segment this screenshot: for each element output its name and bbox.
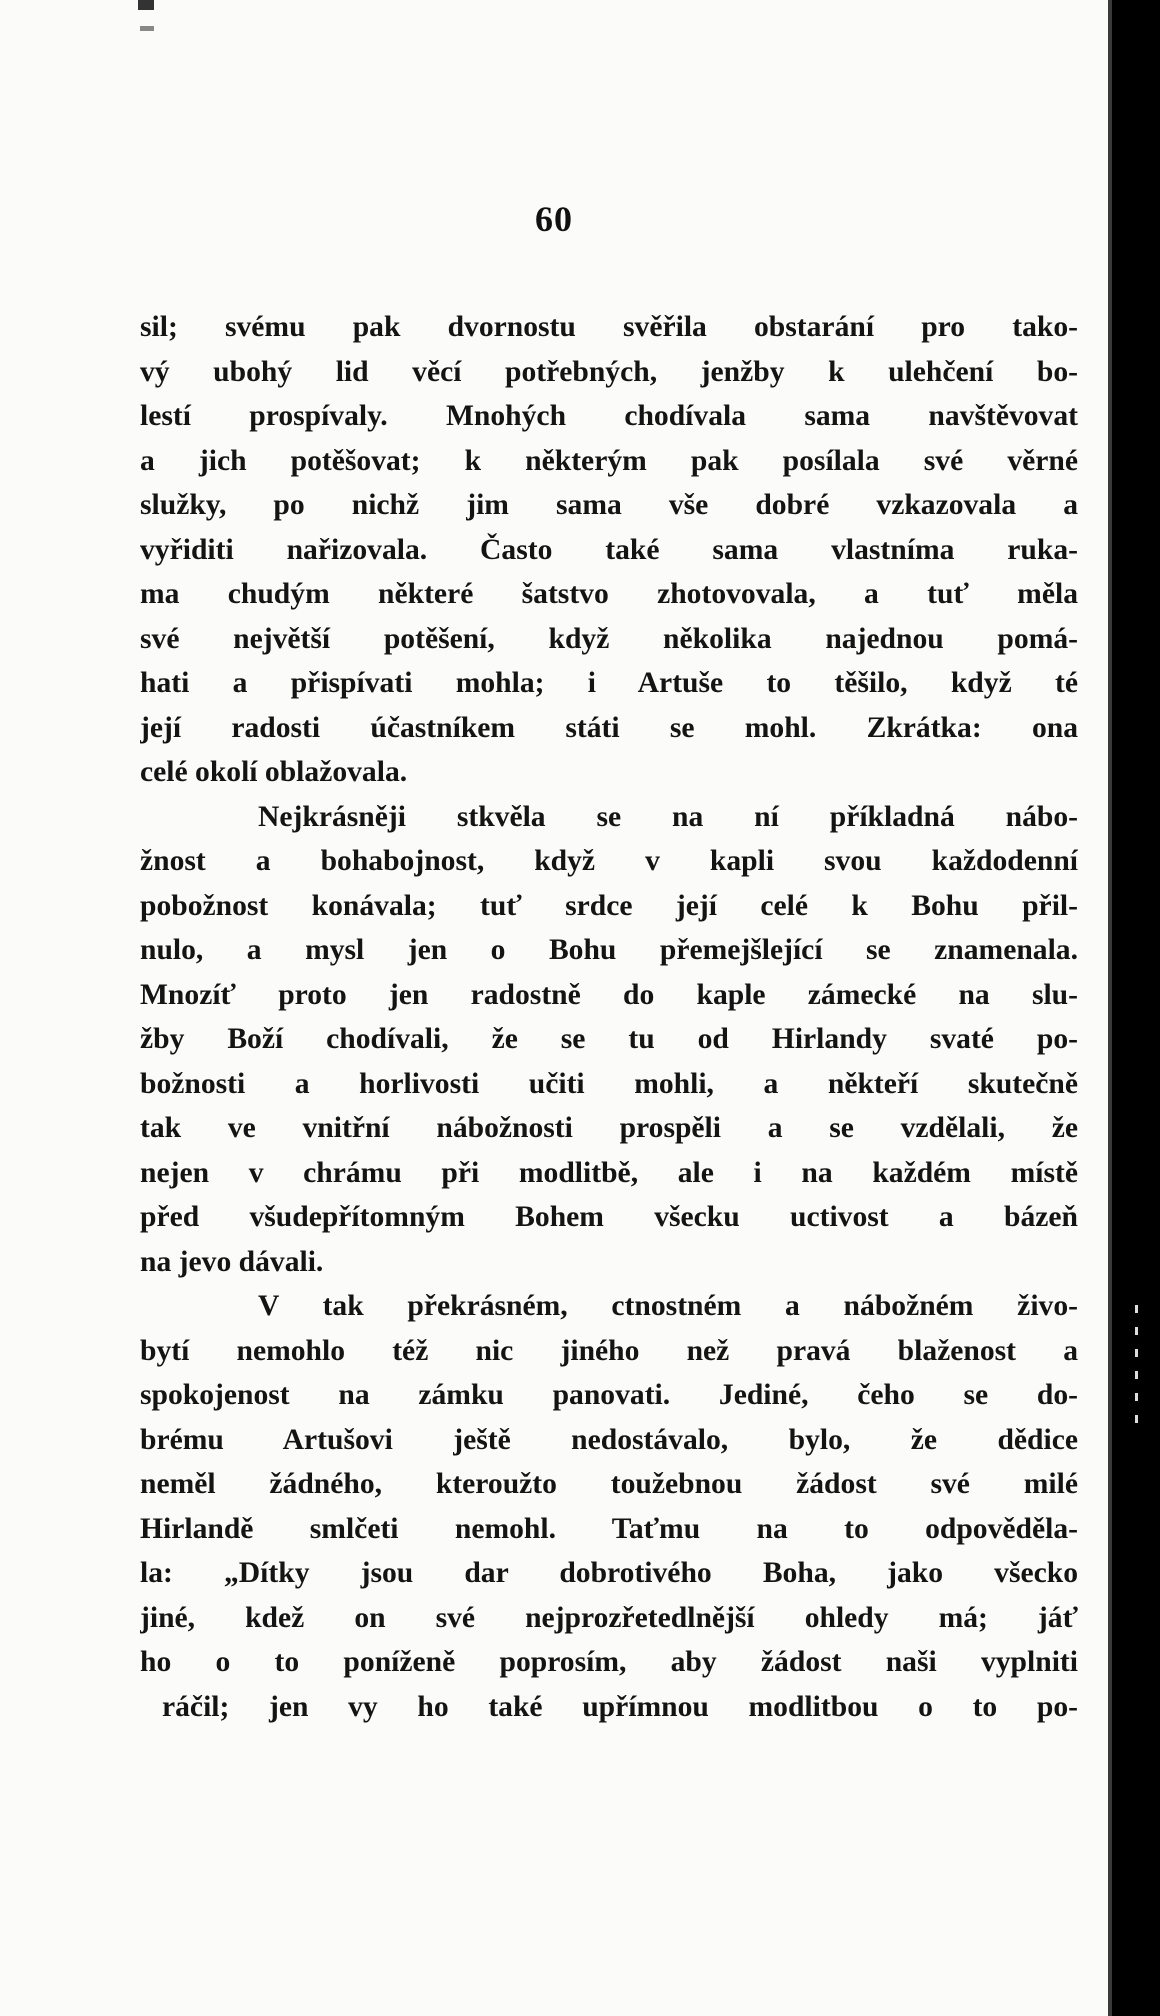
text-line: žby Boží chodívali, že se tu od Hirlandy svaté po- (140, 1023, 1078, 1055)
text-line: služky, po nichž jim sama vše dobré vzkazovala a (140, 489, 1078, 521)
text-line: vý ubohý lid věcí potřebných, jenžby k ulehčení bo- (140, 355, 1078, 388)
text-line: před všudepřítomným Bohem všecku uctivost a bázeň (140, 1201, 1078, 1233)
text-line: brému Artušovi ještě nedostávalo, bylo, že dědice (140, 1423, 1078, 1456)
text-line: nulo, a mysl jen o Bohu přemejšlející se znamenala. (140, 934, 1078, 966)
text-line: spokojenost na zámku panovati. Jediné, čeho se do- (140, 1379, 1078, 1411)
text-line: V tak překrásném, ctnostném a nábožném živo- (258, 1290, 1078, 1322)
text-line: sil; svému pak dvornostu svěřila obstarání pro tako- (140, 311, 1078, 343)
text-line: jiné, kdež on své nejprozřetedlnější ohledy má; jáť (140, 1601, 1078, 1634)
scan-artifact-mark (138, 0, 154, 10)
text-line: na jevo dávali. (140, 1245, 324, 1278)
text-line: la: „Dítky jsou dar dobrotivého Boha, jako všecko (140, 1557, 1078, 1589)
text-line: lestí prospívaly. Mnohých chodívala sama navštěvovat (140, 400, 1078, 432)
text-line: Mnozíť proto jen radostně do kaple zámecké na slu- (140, 978, 1078, 1011)
text-line: a jich potěšovat; k některým pak posílala své věrné (140, 444, 1078, 477)
body-text (140, 305, 1078, 1729)
text-line: nejen v chrámu při modlitbě, ale i na každém místě (140, 1156, 1078, 1189)
text-line: Hirlandě smlčeti nemohl. Taťmu na to odpověděla- (140, 1512, 1078, 1545)
text-line: celé okolí oblažovala. (140, 756, 408, 788)
text-line: bytí nemohlo též nic jiného než pravá blaženost a (140, 1334, 1078, 1367)
text-line: žnost a bohabojnost, když v kapli svou každodenní (140, 845, 1078, 877)
scan-artifact-mark-small (140, 26, 154, 31)
text-line: vyřiditi nařizovala. Často také sama vlastníma ruka- (140, 533, 1078, 566)
text-line: ma chudým některé šatstvo zhotovovala, a tuť měla (140, 578, 1078, 610)
text-line: pobožnost konávala; tuť srdce její celé k Bohu přil- (140, 889, 1078, 922)
text-line: neměl žádného, kteroužto toužebnou žádost své milé (140, 1468, 1078, 1500)
text-line: své největší potěšení, když několika najednou pomá- (140, 622, 1078, 655)
edge-ticks (1135, 1305, 1138, 1425)
text-line: hati a přispívati mohla; i Artuše to těšilo, když té (140, 667, 1078, 699)
text-line: božnosti a horlivosti učiti mohli, a někteří skutečně (140, 1067, 1078, 1100)
text-line: její radosti účastníkem státi se mohl. Zkrátka: ona (140, 711, 1078, 744)
text-line: ho o to poníženě poprosím, aby žádost naši vyplniti (140, 1646, 1078, 1678)
text-line: Nejkrásněji stkvěla se na ní příkladná nábo- (258, 800, 1078, 833)
text-line: tak ve vnitřní nábožnosti prospěli a se vzdělali, že (140, 1112, 1078, 1144)
page-number: 60 (535, 199, 573, 239)
page-edge (1108, 0, 1112, 2016)
text-line: ráčil; jen vy ho také upřímnou modlitbou o to po- (162, 1690, 1078, 1723)
